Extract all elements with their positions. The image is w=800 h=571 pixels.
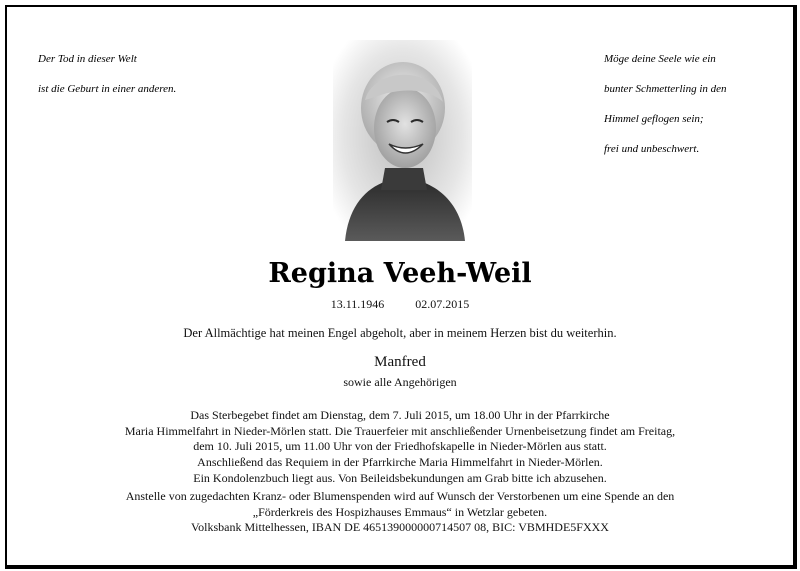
verse-left-line: Der Tod in dieser Welt — [38, 53, 137, 65]
donation-request — [0, 489, 800, 536]
funeral-line: Maria Himmelfahrt in Nieder-Mörlen statt. Die Trauerfeier mit anschließender Urnenbeisetzung findet am Freitag, — [124, 423, 676, 438]
donation-line: „Förderkreis des Hospizhauses Emmaus“ in Wetzlar gebeten. — [252, 504, 548, 519]
funeral-line: dem 10. Juli 2015, um 11.00 Uhr von der Friedhofskapelle in Nieder-Mörlen aus statt. — [193, 439, 607, 453]
life-dates — [0, 297, 800, 312]
verse-left — [38, 37, 176, 112]
donation-line: Volksbank Mittelhessen, IBAN DE 465139000000714507 08, BIC: VBMHDE5FXXX — [191, 520, 609, 534]
verse-right-line: bunter Schmetterling in den — [604, 83, 727, 95]
verse-right-line: Möge deine Seele wie ein — [604, 53, 716, 65]
funeral-line: Das Sterbegebet findet am Dienstag, dem 7. Juli 2015, um 18.00 Uhr in der Pfarrkirche — [190, 408, 610, 422]
relatives-line: sowie alle Angehörigen — [343, 375, 457, 389]
memorial-quote: Der Allmächtige hat meinen Engel abgeholt, aber in meinem Herzen bist du weiterhin. — [183, 326, 617, 340]
funeral-line: Anschließend das Requiem in der Pfarrkirche Maria Himmelfahrt in Nieder-Mörlen. — [197, 454, 603, 469]
verse-right-line: frei und unbeschwert. — [604, 143, 700, 155]
verse-left-line: ist die Geburt in einer anderen. — [38, 83, 177, 95]
funeral-details — [0, 408, 800, 470]
death-date: 02.07.2015 — [415, 297, 470, 311]
verse-right — [604, 37, 727, 172]
birth-date: 13.11.1946 — [330, 297, 385, 311]
verse-right-line: Himmel geflogen sein; — [604, 113, 704, 125]
portrait-photo — [333, 40, 472, 241]
condolence-note: Ein Kondolenzbuch liegt aus. Von Beileidsbekundungen am Grab bitte ich abzusehen. — [193, 471, 607, 485]
deceased-name: Regina Veeh-Weil — [268, 258, 532, 289]
signer-name: Manfred — [374, 354, 426, 370]
donation-line: Anstelle von zugedachten Kranz- oder Blumenspenden wird auf Wunsch der Verstorbenen um eine Spende an den — [125, 489, 675, 503]
